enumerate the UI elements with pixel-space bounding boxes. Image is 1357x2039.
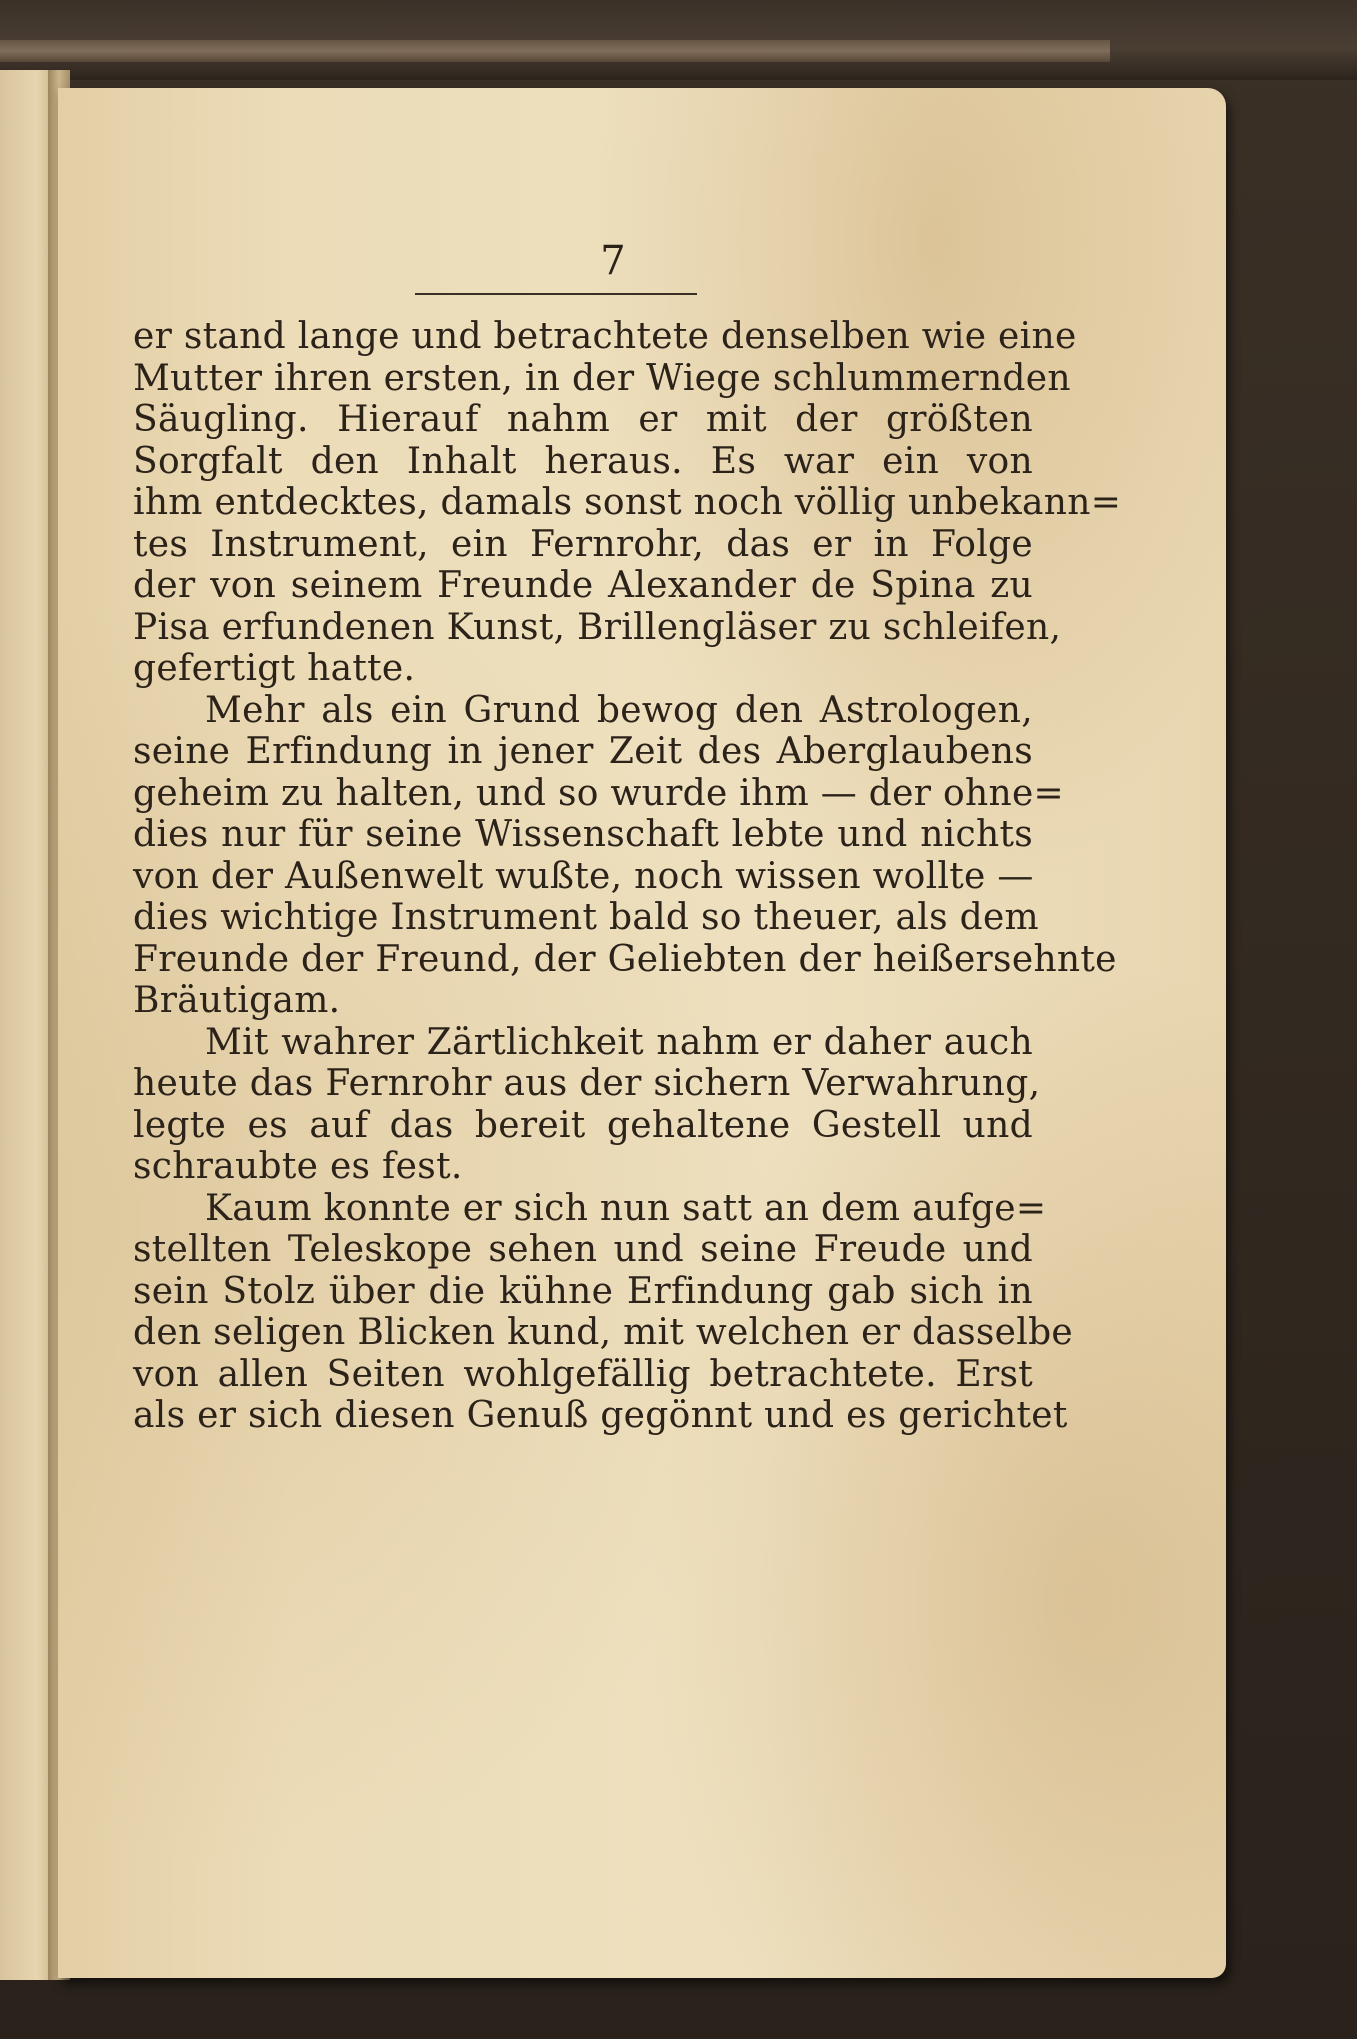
text-line: Sorgfalt den Inhalt heraus. Es war ein von bbox=[133, 440, 1033, 482]
text-line: sein Stolz über die kühne Erfindung gab sich in bbox=[133, 1270, 1033, 1312]
text-line: ihm entdecktes, damals sonst noch völlig unbekann= bbox=[133, 482, 1122, 523]
text-line: von der Außenwelt wußte, noch wissen wollte — bbox=[133, 855, 1034, 897]
text-line: gefertigt hatte. bbox=[133, 648, 416, 689]
text-line: legte es auf das bereit gehaltene Gestell und bbox=[133, 1104, 1033, 1146]
text-line: heute das Fernrohr aus der sichern Verwahrung, bbox=[133, 1063, 1041, 1104]
text-line: tes Instrument, ein Fernrohr, das er in Folge bbox=[133, 523, 1033, 565]
text-line: den seligen Blicken kund, mit welchen er dasselbe bbox=[133, 1312, 1074, 1353]
page-number: 7 bbox=[600, 238, 626, 284]
text-line: stellten Teleskope sehen und seine Freude und bbox=[133, 1229, 1033, 1270]
text-line: dies wichtige Instrument bald so theuer, als dem bbox=[133, 897, 1039, 938]
text-line: geheim zu halten, und so wurde ihm — der ohne= bbox=[133, 772, 1065, 814]
header-rule bbox=[415, 293, 697, 295]
paragraph bbox=[133, 316, 1122, 690]
paragraph bbox=[133, 1187, 1074, 1437]
paragraph bbox=[133, 689, 1117, 1022]
body-text bbox=[133, 316, 1122, 1437]
text-line: Kaum konnte er sich nun satt an dem aufge= bbox=[205, 1187, 1047, 1229]
text-line: Freunde der Freund, der Geliebten der heißersehnte bbox=[133, 938, 1117, 980]
text-line: Mit wahrer Zärtlichkeit nahm er daher auch bbox=[205, 1021, 1033, 1063]
text-line: seine Erfindung in jener Zeit des Aberglaubens bbox=[133, 731, 1033, 772]
text-line: Bräutigam. bbox=[133, 980, 341, 1021]
paragraph bbox=[133, 1021, 1041, 1188]
book-page bbox=[58, 88, 1226, 1978]
text-line: er stand lange und betrachtete denselben wie eine bbox=[133, 316, 1077, 357]
text-line: als er sich diesen Genuß gegönnt und es gerichtet bbox=[133, 1395, 1068, 1436]
text-line: Mehr als ein Grund bewog den Astrologen, bbox=[205, 689, 1033, 731]
text-line: Säugling. Hierauf nahm er mit der größten bbox=[133, 399, 1033, 440]
text-line: dies nur für seine Wissenschaft lebte und nichts bbox=[133, 814, 1033, 855]
text-line: von allen Seiten wohlgefällig betrachtete. Erst bbox=[133, 1353, 1033, 1395]
text-line: schraubte es fest. bbox=[133, 1146, 463, 1187]
text-line: Pisa erfundenen Kunst, Brillengläser zu schleifen, bbox=[133, 606, 1062, 648]
text-line: der von seinem Freunde Alexander de Spina zu bbox=[133, 565, 1033, 606]
cover-spine-seam bbox=[0, 40, 1110, 62]
text-line: Mutter ihren ersten, in der Wiege schlummernden bbox=[133, 357, 1071, 399]
